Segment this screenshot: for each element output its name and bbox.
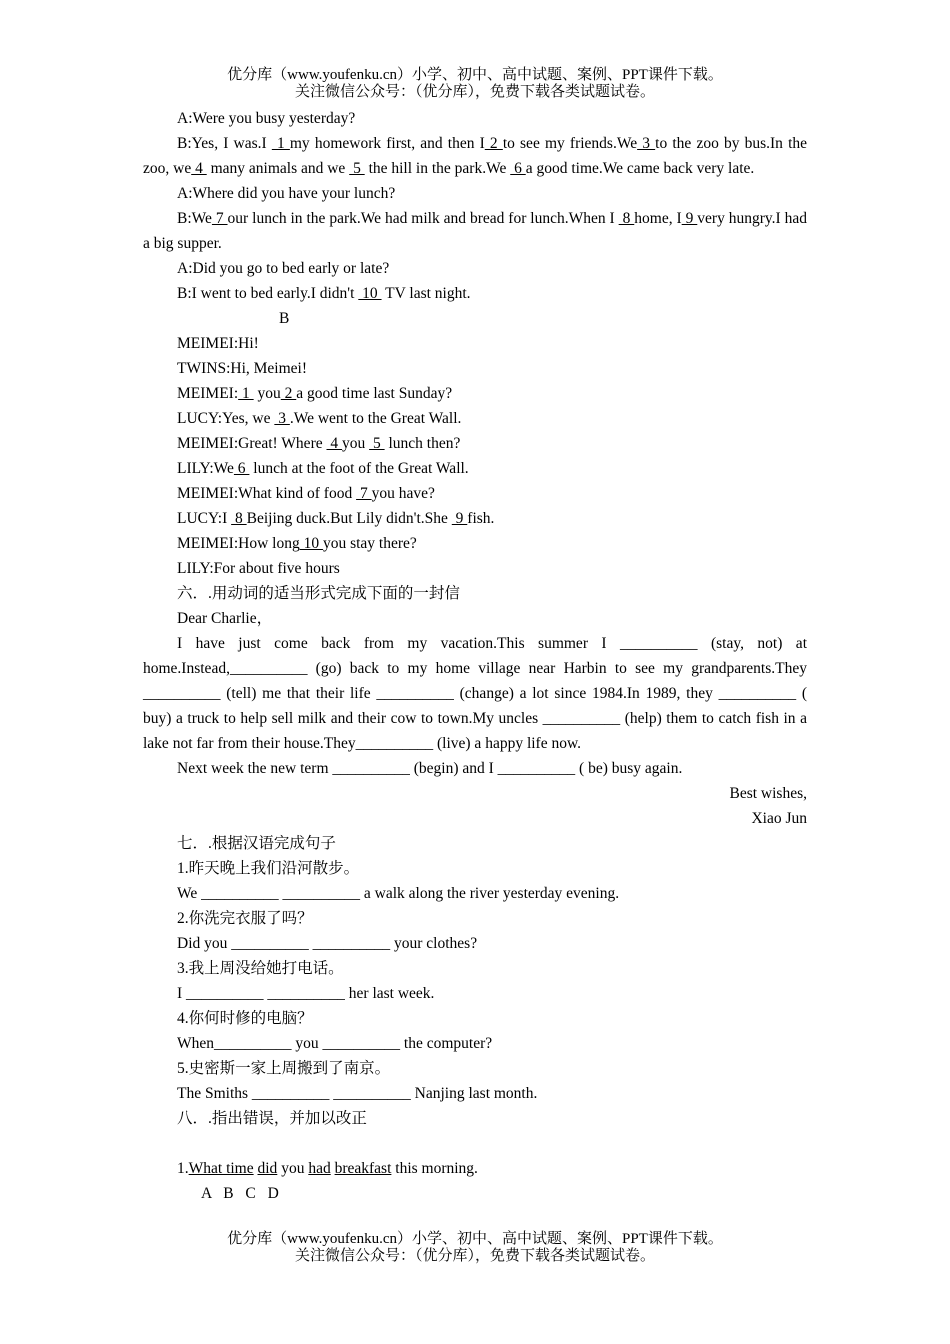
blank[interactable]: 10 — [299, 535, 323, 552]
option-d-text: breakfast — [334, 1160, 392, 1177]
dialogue-line: LILY:For about five hours — [177, 560, 340, 577]
error-question: 1.What time did you had breakfast this morning. — [177, 1160, 478, 1177]
blank[interactable]: 3 — [274, 410, 290, 427]
blank[interactable]: 3 — [637, 135, 656, 152]
section-8-heading: 八．.指出错误，并加以改正 — [177, 1110, 367, 1127]
blank[interactable]: 10 — [358, 285, 382, 302]
part-a-paragraph: B:We 7 our lunch in the park.We had milk and bread for lunch.When I 8 home, I 9 very hungry.I had a big supper. — [143, 210, 808, 252]
part-a-line: A:Did you go to bed early or late? — [177, 260, 390, 277]
option-c-text: had — [308, 1160, 331, 1177]
sentence-item: Did you __________ __________ your clothes? — [177, 935, 478, 952]
part-a-line: A:Were you busy yesterday? — [177, 110, 356, 127]
part-a-line: A:Where did you have your lunch? — [177, 185, 396, 202]
sentence-item: When__________ you __________ the computer? — [177, 1035, 493, 1052]
blank[interactable]: 4 — [326, 435, 342, 452]
dialogue-line: MEIMEI:How long 10 you stay there? — [177, 535, 417, 552]
blank[interactable]: 2 — [484, 135, 503, 152]
document-body — [143, 106, 807, 1206]
sentence-item: 4.你何时修的电脑？ — [177, 1010, 313, 1027]
sentence-item: We __________ __________ a walk along the river yesterday evening. — [177, 885, 620, 902]
sentence-item: 3.我上周没给她打电话。 — [177, 960, 344, 977]
page-footer — [0, 1231, 950, 1265]
blank[interactable]: 6 — [510, 160, 526, 177]
spacer — [143, 1131, 807, 1156]
option-letters: A B C D — [201, 1185, 279, 1202]
sentence-item: 2.你洗完衣服了吗？ — [177, 910, 313, 927]
letter-greeting: Dear Charlie， — [177, 610, 273, 627]
letter-closing: Best wishes, — [729, 785, 807, 802]
sentence-item: I __________ __________ her last week. — [177, 985, 435, 1002]
part-a-line: B:I went to bed early.I didn't 10 TV last night. — [177, 285, 471, 302]
option-a-text: What time — [188, 1160, 254, 1177]
header-line-2: 关注微信公众号：（优分库），免费下载各类试题试卷。 — [294, 84, 655, 100]
page-header — [0, 67, 950, 101]
header-line-1: 优分库（www.youfenku.cn）小学、初中、高中试题、案例、PPT课件下载。 — [227, 67, 723, 83]
blank[interactable]: 9 — [451, 510, 468, 527]
blank[interactable]: 6 — [233, 460, 250, 477]
dialogue-line: MEIMEI: 1 you 2 a good time last Sunday? — [177, 385, 453, 402]
section-7-heading: 七．.根据汉语完成句子 — [177, 835, 336, 852]
blank[interactable]: 8 — [231, 510, 247, 527]
footer-line-2: 关注微信公众号：（优分库），免费下载各类试题试卷。 — [294, 1248, 655, 1264]
blank[interactable]: 9 — [681, 210, 698, 227]
dialogue-line: MEIMEI:Hi! — [177, 335, 259, 352]
letter-paragraph: I have just come back from my vacation.This summer I __________ (stay, not) at home.Instead,__________ (go) back to my home village near Harbin to see my grandparents.They __________ (tell) me that their life __________ (change) a lot since 1984.In 1989, they __________ ( buy) a truck to help sell milk and their cow to town.My uncles __________ (help) them to catch fish in a lake not far from their house.They__________ (live) a happy life now. — [143, 635, 807, 752]
blank[interactable]: 1 — [238, 385, 254, 402]
part-b-title: B — [279, 310, 290, 327]
blank[interactable]: 8 — [618, 210, 635, 227]
letter-paragraph: Next week the new term __________ (begin) and I __________ ( be) busy again. — [177, 760, 683, 777]
blank[interactable]: 5 — [369, 435, 385, 452]
blank[interactable]: 4 — [191, 160, 207, 177]
blank[interactable]: 7 — [356, 485, 372, 502]
blank[interactable]: 5 — [349, 160, 365, 177]
section-6-heading: 六．.用动词的适当形式完成下面的一封信 — [177, 585, 460, 602]
letter-signature: Xiao Jun — [751, 810, 807, 827]
blank[interactable]: 7 — [211, 210, 228, 227]
blank[interactable]: 2 — [280, 385, 297, 402]
blank[interactable]: 1 — [271, 135, 290, 152]
footer-line-1: 优分库（www.youfenku.cn）小学、初中、高中试题、案例、PPT课件下载。 — [227, 1231, 723, 1247]
sentence-item: 1.昨天晚上我们沿河散步。 — [177, 860, 360, 877]
sentence-item: The Smiths __________ __________ Nanjing last month. — [177, 1085, 538, 1102]
part-a-paragraph: B:Yes, I was.I 1 my homework first, and then I 2 to see my friends.We 3 to the zoo by bus.In the zoo, we 4 many animals and we 5 the hill in the park.We 6 a good time.We came back very late. — [143, 135, 808, 177]
dialogue-line: LILY:We 6 lunch at the foot of the Great Wall. — [177, 460, 469, 477]
dialogue-line: LUCY:I 8 Beijing duck.But Lily didn't.She 9 fish. — [177, 510, 495, 527]
dialogue-line: LUCY:Yes, we 3 .We went to the Great Wall. — [177, 410, 462, 427]
option-b-text: did — [257, 1160, 278, 1177]
dialogue-line: MEIMEI:What kind of food 7 you have? — [177, 485, 435, 502]
dialogue-line: TWINS:Hi, Meimei! — [177, 360, 308, 377]
dialogue-line: MEIMEI:Great! Where 4 you 5 lunch then? — [177, 435, 461, 452]
sentence-item: 5.史密斯一家上周搬到了南京。 — [177, 1060, 391, 1077]
